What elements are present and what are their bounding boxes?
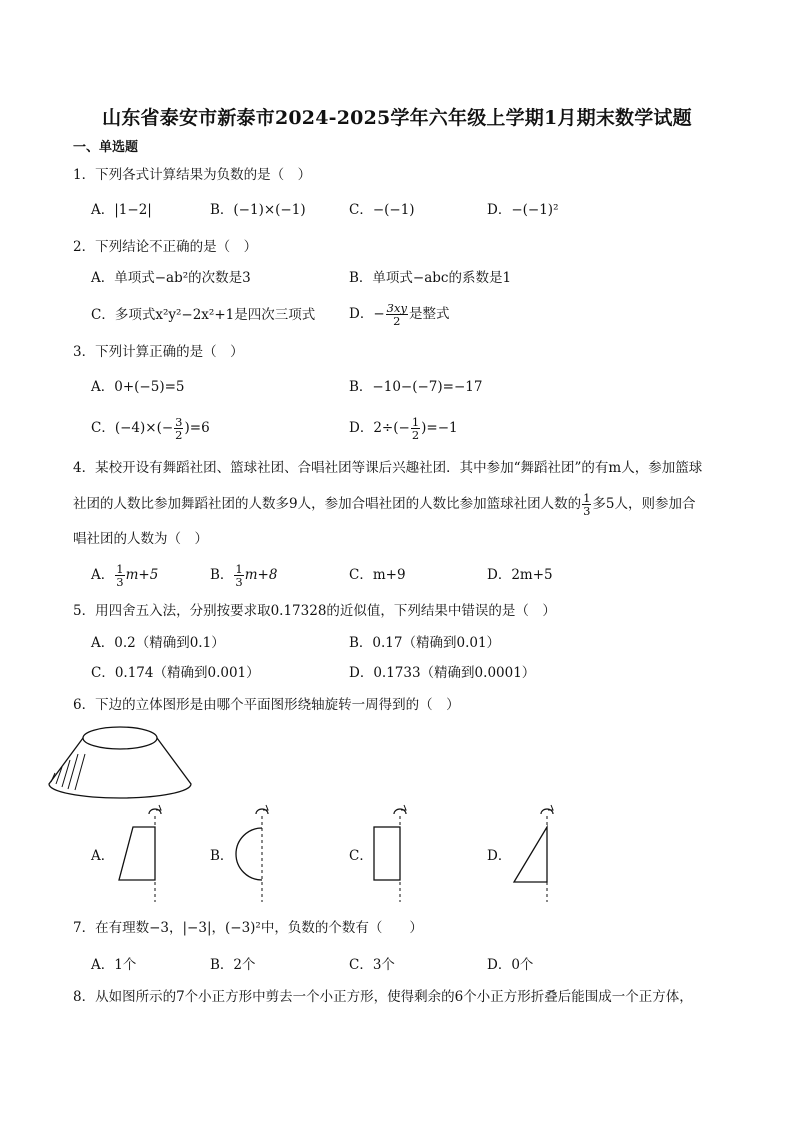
question-1-stem: 1．下列各式计算结果为负数的是（ ） (73, 167, 312, 183)
question-6-option-b[interactable]: B． (210, 848, 234, 864)
question-2-stem: 2．下列结论不正确的是（ ） (73, 239, 258, 255)
fraction-denominator: 2 (393, 314, 401, 328)
fraction (582, 492, 591, 517)
option-a-suffix: m+5 (125, 567, 159, 583)
question-7-option-a[interactable]: A．1个 (91, 957, 137, 973)
question-4-line-1: 4．某校开设有舞蹈社团、篮球社团、合唱社团等课后兴趣社团．其中参加“舞蹈社团”的有m人，参加篮球 (73, 460, 703, 476)
fraction-numerator: 3 (175, 415, 183, 429)
question-2-option-b[interactable]: B．单项式−abc的系数是1 (349, 270, 512, 286)
option-b-suffix: m+8 (244, 567, 278, 583)
fraction (234, 563, 243, 588)
section-heading: 一、单选题 (73, 140, 139, 155)
option-b-prefix: B． (210, 567, 234, 583)
option-c-prefix: C．(−4)×(− (91, 420, 174, 436)
question-6-stem: 6．下边的立体图形是由哪个平面图形绕轴旋转一周得到的（ ） (73, 697, 460, 713)
frustum-figure (45, 724, 195, 806)
option-b-semicircle-figure[interactable] (232, 802, 277, 904)
option-a-trapezoid-figure[interactable] (115, 802, 170, 904)
question-8-stem: 8．从如图所示的7个小正方形中剪去一个小正方形，使得剩余的6个小正方形折叠后能围成一个正方体， (73, 989, 693, 1005)
fraction-numerator: 1 (235, 562, 243, 576)
fraction (386, 302, 408, 327)
option-c-suffix: )=6 (184, 420, 210, 436)
question-4-line-2-text: 社团的人数比参加舞蹈社团的人数多9人，参加合唱社团的人数比参加篮球社团人数的 (73, 496, 582, 512)
question-1-option-d[interactable]: D．−(−1)² (487, 202, 559, 218)
question-3-option-c[interactable] (91, 412, 210, 444)
fraction (115, 563, 124, 588)
question-2-option-c[interactable]: C．多项式x²y²−2x²+1是四次三项式 (91, 307, 316, 323)
page-title: 山东省泰安市新泰市2024-2025学年六年级上学期1月期末数学试题 (102, 107, 692, 129)
question-7-option-d[interactable]: D．0个 (487, 957, 534, 973)
question-3-option-b[interactable]: B．−10−(−7)=−17 (349, 379, 483, 395)
question-6-option-c[interactable]: C． (349, 848, 373, 864)
option-d-prefix: D．− (349, 306, 385, 322)
question-4-option-d[interactable]: D．2m+5 (487, 567, 553, 583)
option-a-prefix: A． (91, 567, 115, 583)
fraction-numerator: 1 (411, 415, 420, 429)
question-3-option-d[interactable] (349, 412, 458, 444)
question-7-option-b[interactable]: B．2个 (210, 957, 256, 973)
option-d-suffix: 是整式 (408, 306, 450, 322)
question-4-option-a[interactable] (91, 559, 158, 591)
fraction-denominator: 3 (116, 575, 124, 589)
question-3-stem: 3．下列计算正确的是（ ） (73, 344, 244, 360)
question-1-option-a[interactable]: A．|1−2| (91, 202, 152, 218)
question-4-line-2-tail: 多5人，则参加合 (592, 496, 696, 512)
question-2-option-a[interactable]: A．单项式−ab²的次数是3 (91, 270, 251, 286)
question-5-option-c[interactable]: C．0.174（精确到0.001） (91, 665, 260, 681)
question-4-option-b[interactable] (210, 559, 277, 591)
fraction-denominator: 2 (411, 428, 420, 442)
question-4-line-2 (73, 488, 696, 520)
question-2-option-d[interactable] (349, 298, 449, 330)
question-7-stem: 7．在有理数−3，|−3|，(−3)²中，负数的个数有（ ） (73, 920, 423, 936)
fraction-denominator: 3 (235, 575, 243, 589)
fraction-numerator: 3xy (386, 301, 407, 315)
question-4-option-c[interactable]: C．m+9 (349, 567, 406, 583)
question-4-line-3: 唱社团的人数为（ ） (73, 531, 208, 547)
fraction-denominator: 2 (175, 428, 183, 442)
fraction (174, 416, 183, 441)
question-3-option-a[interactable]: A．0+(−5)=5 (91, 379, 185, 395)
option-c-rectangle-figure[interactable] (370, 802, 415, 904)
fraction (411, 416, 420, 441)
question-6-option-a[interactable]: A． (91, 848, 115, 864)
option-d-suffix: )=−1 (421, 420, 458, 436)
question-5-option-d[interactable]: D．0.1733（精确到0.0001） (349, 665, 536, 681)
fraction-denominator: 3 (583, 504, 591, 518)
option-d-prefix: D．2÷(− (349, 420, 410, 436)
question-7-option-c[interactable]: C．3个 (349, 957, 395, 973)
question-5-option-a[interactable]: A．0.2（精确到0.1） (91, 635, 225, 651)
fraction-numerator: 1 (583, 491, 591, 505)
question-1-option-c[interactable]: C．−(−1) (349, 202, 415, 218)
question-1-option-b[interactable]: B．(−1)×(−1) (210, 202, 306, 218)
fraction-numerator: 1 (116, 562, 124, 576)
option-d-triangle-figure[interactable] (510, 802, 560, 904)
question-6-option-d[interactable]: D． (487, 848, 512, 864)
question-5-option-b[interactable]: B．0.17（精确到0.01） (349, 635, 501, 651)
question-5-stem: 5．用四舍五入法，分别按要求取0.17328的近似值，下列结果中错误的是（ ） (73, 603, 556, 619)
